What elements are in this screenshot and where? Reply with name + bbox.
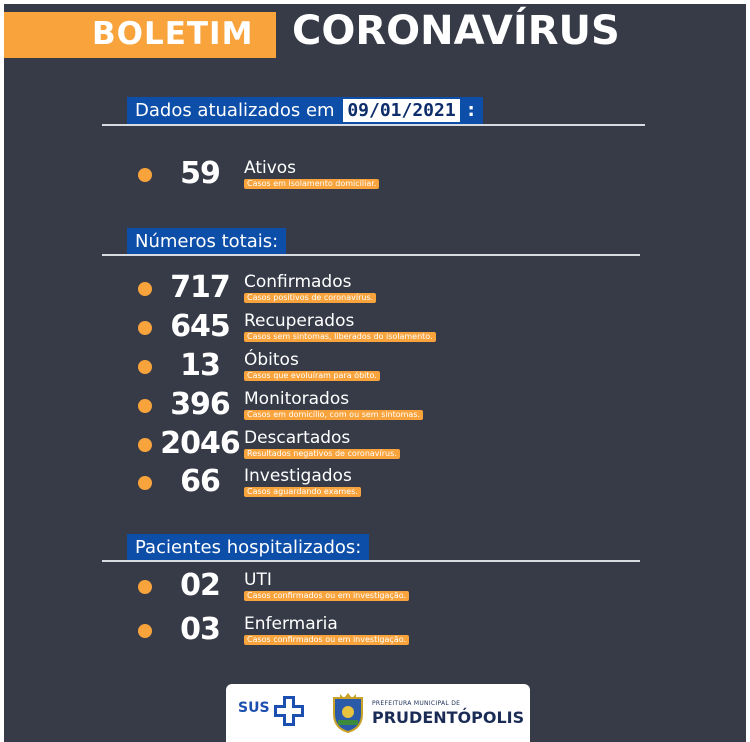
stat-value: 03 (180, 612, 220, 647)
bullet-icon (138, 580, 152, 594)
bullet-icon (138, 168, 152, 182)
stat-row-investigated (4, 464, 746, 508)
stat-name: Óbitos (244, 350, 299, 370)
stat-value: 66 (180, 464, 220, 499)
stat-row-deaths (4, 348, 746, 392)
stat-desc: Casos confirmados ou em investigação. (244, 635, 409, 645)
bullet-icon (138, 624, 152, 638)
stat-row-active (4, 156, 746, 200)
header-tag: BOLETIM (92, 16, 254, 52)
stat-value: 717 (170, 270, 230, 305)
stat-row-confirmed (4, 270, 746, 314)
stat-desc: Casos em isolamento domiciliar. (244, 179, 379, 189)
stat-row-discarded (4, 426, 746, 470)
stat-value: 2046 (160, 426, 240, 461)
sus-logo-text: SUS (238, 700, 270, 716)
stat-desc: Casos em domicílio, com ou sem sintomas. (244, 410, 423, 420)
stat-desc: Casos aguardando exames. (244, 487, 361, 497)
stat-desc: Casos confirmados ou em investigação. (244, 591, 409, 601)
divider (102, 124, 645, 126)
stat-value: 396 (170, 387, 230, 422)
stat-name: Enfermaria (244, 614, 338, 634)
stat-value: 13 (180, 348, 220, 383)
bullet-icon (138, 476, 152, 490)
stat-name: Investigados (244, 466, 352, 486)
stat-name: Ativos (244, 158, 297, 178)
updated-date: 09/01/2021 (343, 99, 459, 122)
stat-name: Descartados (244, 428, 351, 448)
stat-value: 645 (170, 309, 230, 344)
bullet-icon (138, 438, 152, 452)
totals-heading: Números totais: (127, 228, 286, 256)
bulletin-board (4, 4, 746, 742)
hospital-heading: Pacientes hospitalizados: (127, 534, 369, 562)
stat-row-ward (4, 612, 746, 656)
stat-name: Confirmados (244, 272, 352, 292)
stat-desc: Casos positivos de coronavírus. (244, 293, 376, 303)
updated-label: Dados atualizados em (135, 100, 335, 121)
bullet-icon (138, 321, 152, 335)
footer-logos (226, 684, 530, 742)
stat-desc: Casos sem sintomas, liberados do isolamento. (244, 332, 436, 342)
header-title: CORONAVÍRUS (292, 8, 620, 54)
stat-name: Recuperados (244, 311, 355, 331)
bullet-icon (138, 282, 152, 296)
stat-value: 59 (180, 156, 220, 191)
prefecture-label: PREFEITURA MUNICIPAL DE (372, 700, 461, 707)
stat-row-monitored (4, 387, 746, 431)
stat-name: UTI (244, 570, 272, 590)
updated-label-box (127, 97, 483, 125)
city-name: PRUDENTÓPOLIS (372, 708, 525, 727)
bullet-icon (138, 399, 152, 413)
municipal-crest-icon (330, 692, 366, 734)
bullet-icon (138, 360, 152, 374)
stat-value: 02 (180, 568, 220, 603)
stat-desc: Casos que evoluíram para óbito. (244, 371, 380, 381)
stat-row-recovered (4, 309, 746, 353)
divider (102, 560, 640, 562)
stat-desc: Resultados negativos de coronavírus. (244, 449, 400, 459)
header-tag-banner (4, 12, 276, 58)
stat-row-icu (4, 568, 746, 612)
stat-name: Monitorados (244, 389, 350, 409)
sus-cross-icon (272, 694, 306, 728)
updated-suffix: : (467, 100, 475, 121)
divider (102, 254, 640, 256)
